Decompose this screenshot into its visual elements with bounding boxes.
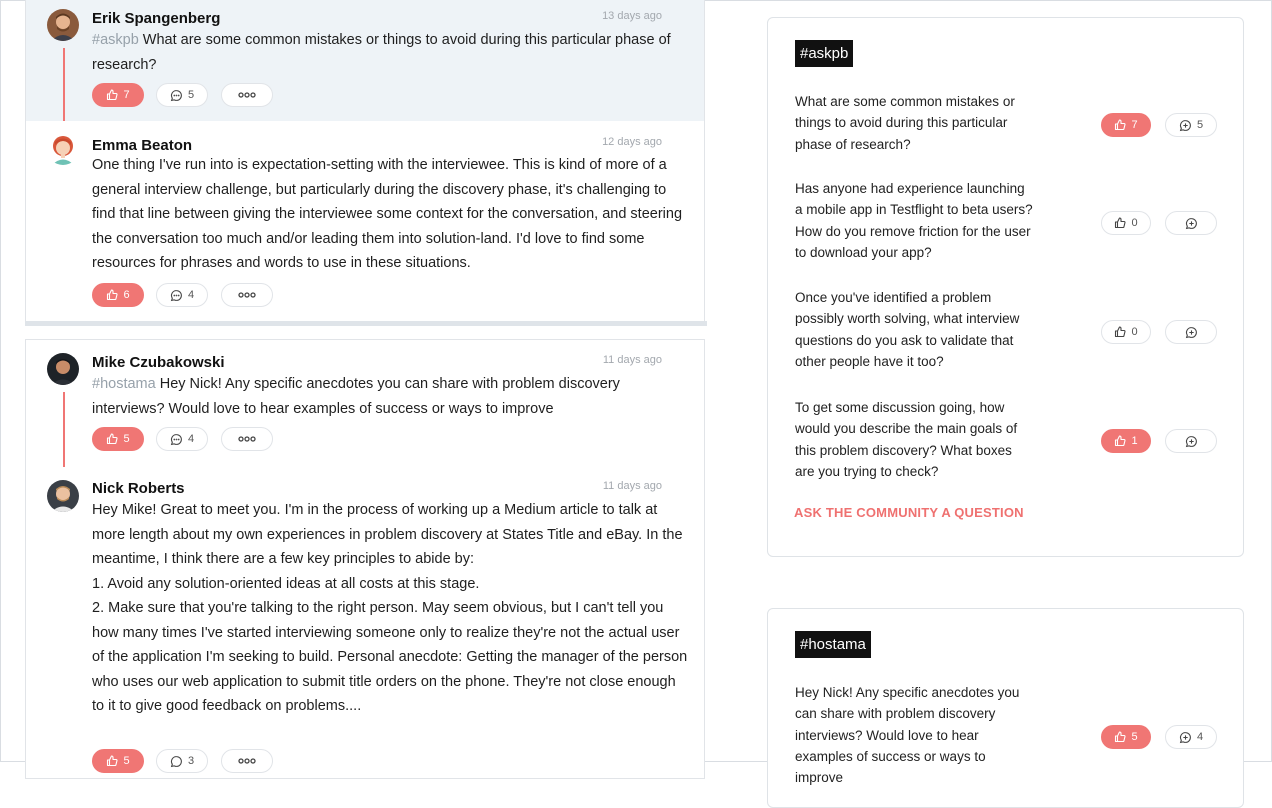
like-button[interactable] <box>92 283 144 307</box>
ellipsis-icon <box>238 92 256 98</box>
timestamp: 11 days ago <box>602 354 662 366</box>
post-nick <box>26 468 704 788</box>
timestamp: 12 days ago <box>602 136 662 148</box>
thumbs-up-icon <box>1114 217 1126 229</box>
panel-hashtag[interactable]: #hostama <box>795 631 871 658</box>
like-count: 6 <box>123 289 130 301</box>
add-comment-icon <box>1179 119 1192 132</box>
like-button[interactable] <box>1101 113 1151 137</box>
ellipsis-icon <box>238 292 256 298</box>
question-actions <box>1101 320 1221 346</box>
comment-button[interactable] <box>156 83 208 107</box>
like-count: 0 <box>1131 217 1138 229</box>
author-name[interactable]: Nick Roberts <box>92 480 185 497</box>
comment-button[interactable] <box>1165 320 1217 344</box>
thread-separator <box>25 321 707 326</box>
post-body <box>92 372 688 421</box>
hashtag-link[interactable]: #hostama <box>92 376 156 392</box>
like-count: 7 <box>1131 119 1138 131</box>
like-button[interactable] <box>1101 429 1151 453</box>
ellipsis-icon <box>238 436 256 442</box>
comment-count: 4 <box>1196 731 1204 743</box>
like-button[interactable] <box>92 749 144 773</box>
ellipsis-icon <box>238 758 256 764</box>
like-count: 7 <box>123 89 130 101</box>
thumbs-up-icon <box>106 433 118 445</box>
like-count: 5 <box>123 755 130 767</box>
comment-count: 5 <box>187 89 195 101</box>
comment-button[interactable] <box>1165 725 1217 749</box>
author-name[interactable]: Emma Beaton <box>92 137 193 154</box>
like-count: 0 <box>1131 326 1138 338</box>
thumbs-up-icon <box>106 89 118 101</box>
like-button[interactable] <box>1101 211 1151 235</box>
question-text[interactable]: Once you've identified a problem possibly worth solving, what interview questions do you ask to validate that other people have it too? <box>795 290 1020 369</box>
question-actions <box>1101 211 1221 237</box>
question-text[interactable]: Has anyone had experience launching a mobile app in Testflight to beta users? How do you remove friction for the user to download your app? <box>795 181 1033 260</box>
post-body: Hey Mike! Great to meet you. I'm in the process of working up a Medium article to talk at more length about my own experiences in problem discovery at States Title and eBay. In the meantime, I think there are a few key principles to abide by: 1. Avoid any solution-oriented ideas at all costs at this stage. 2. Make sure that you're talking to the right person. May seem obvious, but I can't tell you how many times I've started interviewing someone only to realize they're not the actual user of the application I'm seeking to build. Personal anecdote: Getting the manager of the person who uses our web application to submit title orders on the phone. They're not close enough to it to give good feedback on problems.... <box>92 502 688 714</box>
avatar[interactable] <box>47 480 79 512</box>
post-body <box>92 28 688 77</box>
question-text[interactable]: Hey Nick! Any specific anecdotes you can share with problem discovery interviews? Would love to hear examples of success or ways to improve <box>795 685 1020 786</box>
question-actions <box>1101 113 1221 139</box>
author-name[interactable]: Erik Spangenberg <box>92 10 221 27</box>
avatar[interactable] <box>47 353 79 385</box>
speech-bubble-icon <box>170 289 183 302</box>
post-body: One thing I've run into is expectation-setting with the interviewee. This is kind of more of a general interview challenge, but particularly during the discovery phase, it's challenging to find that line between giving the interviewee some context for the conversation, and steering the conversation too much and/or leading them into solution-land. I'd love to find some resources for phrases and words to use in these situations. <box>92 157 683 271</box>
like-button[interactable] <box>92 83 144 107</box>
comment-button[interactable] <box>1165 211 1217 235</box>
comment-button[interactable] <box>156 749 208 773</box>
like-button[interactable] <box>1101 320 1151 344</box>
question-actions <box>1101 725 1221 751</box>
thread-line <box>63 392 65 467</box>
speech-bubble-icon <box>170 89 183 102</box>
comment-count: 4 <box>187 289 195 301</box>
add-comment-icon <box>1179 731 1192 744</box>
thread-card <box>25 0 705 325</box>
comment-button[interactable] <box>156 427 208 451</box>
like-button[interactable] <box>92 427 144 451</box>
question-actions <box>1101 429 1221 455</box>
speech-bubble-icon <box>170 755 183 768</box>
like-count: 1 <box>1131 435 1138 447</box>
timestamp: 13 days ago <box>602 10 662 22</box>
thumbs-up-icon <box>1114 731 1126 743</box>
author-name[interactable]: Mike Czubakowski <box>92 354 225 371</box>
post-text: What are some common mistakes or things to avoid during this particular phase of research? <box>92 32 671 73</box>
hostama-panel <box>767 608 1244 808</box>
more-options-button[interactable] <box>221 83 273 107</box>
add-comment-icon <box>1185 326 1198 339</box>
avatar[interactable] <box>47 9 79 41</box>
like-button[interactable] <box>1101 725 1151 749</box>
hashtag-link[interactable]: #askpb <box>92 32 139 48</box>
add-comment-icon <box>1185 217 1198 230</box>
speech-bubble-icon <box>170 433 183 446</box>
comment-count: 4 <box>187 433 195 445</box>
comment-count: 3 <box>187 755 195 767</box>
comment-count: 5 <box>1196 119 1204 131</box>
question-text[interactable]: What are some common mistakes or things to avoid during this particular phase of research? <box>795 94 1015 152</box>
more-options-button[interactable] <box>221 427 273 451</box>
more-options-button[interactable] <box>221 749 273 773</box>
like-count: 5 <box>1131 731 1138 743</box>
panel-hashtag[interactable]: #askpb <box>795 40 853 67</box>
post-emma <box>26 121 704 321</box>
more-options-button[interactable] <box>221 283 273 307</box>
askpb-panel <box>767 17 1244 557</box>
thumbs-up-icon <box>1114 435 1126 447</box>
like-count: 5 <box>123 433 130 445</box>
thumbs-up-icon <box>1114 119 1126 131</box>
post-erik <box>26 0 704 121</box>
post-text: Hey Nick! Any specific anecdotes you can share with problem discovery interviews? Would love to hear examples of success or ways to improve <box>92 376 620 417</box>
post-mike <box>26 340 704 468</box>
timestamp: 11 days ago <box>602 480 662 492</box>
question-text[interactable]: To get some discussion going, how would you describe the main goals of this problem discovery? What boxes are you trying to check? <box>795 400 1018 479</box>
comment-button[interactable] <box>156 283 208 307</box>
add-comment-icon <box>1185 435 1198 448</box>
comment-button[interactable] <box>1165 429 1217 453</box>
avatar[interactable] <box>47 133 79 165</box>
ask-community-link[interactable]: ASK THE COMMUNITY A QUESTION <box>794 505 1024 520</box>
thread-card <box>25 339 705 779</box>
thread-line <box>63 48 65 121</box>
thumbs-up-icon <box>1114 326 1126 338</box>
comment-button[interactable] <box>1165 113 1217 137</box>
thumbs-up-icon <box>106 289 118 301</box>
thumbs-up-icon <box>106 755 118 767</box>
